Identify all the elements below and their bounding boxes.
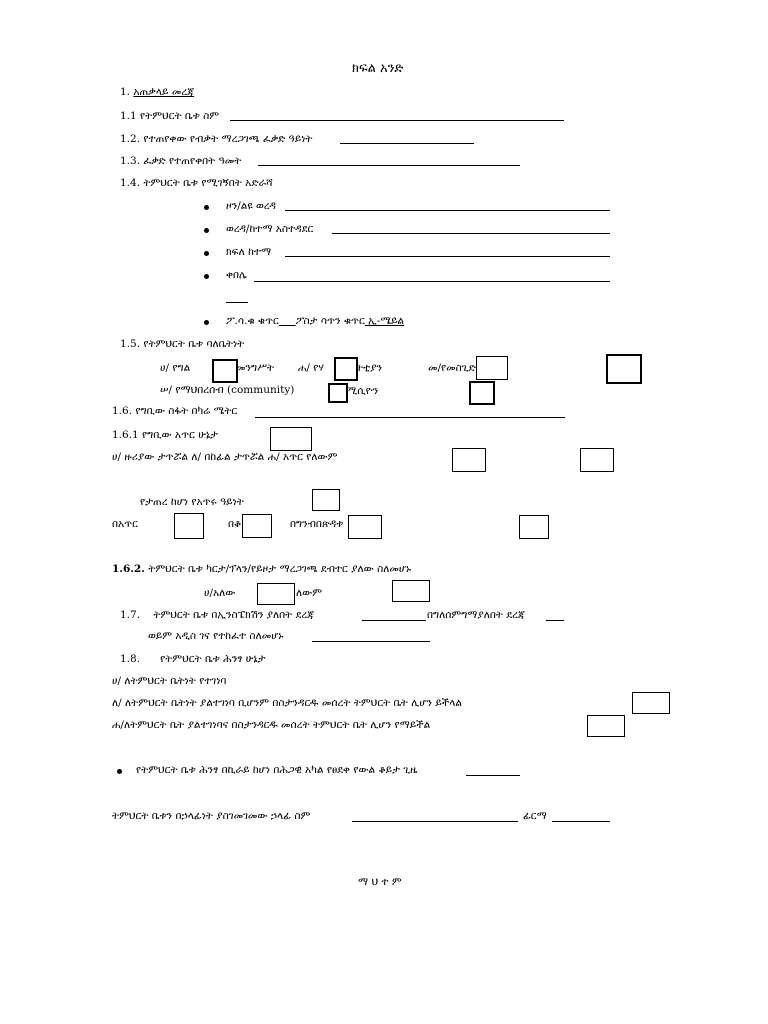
field-contact-line [226, 315, 404, 328]
bullet [117, 769, 122, 774]
field-map-label [112, 563, 411, 576]
field-ownership-label: 1.5. የትምህርት ቤቱ ባለቤትነት [120, 338, 245, 350]
field-inspection-text: ትምህርት ቤቱ በኢንስፔክሽን ያለበት ደረጃ [153, 609, 315, 621]
section-1-label: አጠቃላይ መረጃ [133, 86, 195, 98]
section-1-number: 1. [120, 86, 131, 98]
map-yes-label: ሀ/አለው [204, 587, 236, 599]
field-kebele-input-overflow[interactable] [226, 302, 248, 303]
fence-type-block-label: በግንብበጽዳቱ [290, 518, 344, 530]
map-yes-checkbox[interactable] [257, 583, 295, 605]
ownership-community-label: ሠ/ የማህበረሰብ (community) [160, 384, 295, 396]
ownership-community-checkbox[interactable] [328, 383, 348, 403]
field-new-school-label: ወይም አዲስ ገና የተከፈተ ስለመሆኑ [148, 630, 284, 642]
field-inspection-number: 1.7. [120, 609, 141, 621]
rental-duration-input[interactable] [466, 775, 520, 776]
fence-type-wood-label: በቆ [228, 518, 242, 530]
field-inspection-label [120, 609, 314, 622]
fence-none-checkbox[interactable] [580, 448, 614, 472]
field-area-label: 1.6. የግቢው ስፋት በካሬ ሜትር [112, 405, 238, 417]
field-inspection-tail: በግለሰምግማያለበት ደረጃ [427, 609, 525, 621]
ownership-religious-label: ትቲያን [356, 362, 383, 374]
field-school-name-input[interactable] [230, 120, 564, 121]
field-subcity-label: ክፍለ ከተማ [226, 246, 272, 258]
section-1-heading [120, 86, 194, 99]
building-option-a: ሀ/ ለትምህርት ቤትነት የተገነባ [112, 675, 227, 687]
field-fence-label: 1.6.1 የግቢው አጥር ሁኔታ [112, 429, 218, 441]
ownership-mosque-label: መ/የመስጊድ [428, 362, 476, 374]
field-pobox-label: ፖስታ ሳጥን ቁጥር [295, 315, 365, 327]
fence-type-box[interactable] [312, 489, 340, 511]
field-license-type-input[interactable] [340, 143, 474, 144]
field-address-label: 1.4. ትምህርት ቤቱ የሚገኝበት አድራሻ [120, 177, 273, 189]
ownership-private-checkbox[interactable] [212, 359, 238, 383]
ownership-mission-checkbox[interactable] [469, 381, 495, 405]
field-woreda-input[interactable] [332, 233, 610, 234]
field-inspection-input[interactable] [362, 620, 426, 621]
fence-options-label: ሀ/ ዙሪያው ታጥሯል ለ/ በከፊል ታጥሯል ሐ/ አጥር የለውም [112, 451, 338, 463]
fence-type-wood-checkbox[interactable] [242, 514, 272, 538]
ownership-government-label: መንግሥት [236, 362, 275, 374]
field-inspection-tail-input[interactable] [546, 620, 564, 621]
bullet [204, 274, 209, 279]
fence-type-block-checkbox[interactable] [348, 515, 382, 539]
ownership-other-checkbox[interactable] [606, 354, 642, 384]
field-phone-input[interactable] [279, 315, 296, 327]
seal-label: ማ ህ ተ ም [358, 876, 402, 888]
page-title: ክፍል አንድ [352, 61, 404, 76]
field-school-name-label: 1.1 የትምህርት ቤቱ ስም [120, 110, 220, 122]
ownership-church-label: ሐ/ የሃ [298, 362, 325, 374]
responsible-name-label: ትምህርት ቤቱን በኃላፊነት ያስገመገመው ኃላፊ ስም [112, 810, 311, 822]
responsible-name-input[interactable] [352, 821, 518, 822]
field-building-label [120, 653, 265, 666]
bullet [204, 251, 209, 256]
field-map-text: ትምህርት ቤቱ ካርታ/ፕላን/የይዞታ ማረጋገጫ ደብተር ያለው ስለመሆኑ [148, 563, 412, 575]
field-building-number: 1.8. [120, 653, 141, 665]
fence-type-stone-label: በአጥር [112, 518, 138, 530]
bullet [204, 228, 209, 233]
fence-partial-checkbox[interactable] [452, 448, 486, 472]
fence-type-other-checkbox[interactable] [519, 515, 549, 539]
field-kebele-input[interactable] [254, 281, 610, 282]
field-new-school-input[interactable] [312, 641, 430, 642]
field-license-type-label: 1.2. የተጠየቀው የብቃት ማረጋገጫ ፈቃድ ዓይነት [120, 133, 313, 145]
building-option-c-checkbox[interactable] [587, 715, 625, 737]
field-zone-label: ዞን/ልዩ ወረዳ [226, 200, 276, 212]
field-kebele-label: ቀበሌ [226, 269, 247, 281]
fence-type-stone-checkbox[interactable] [174, 513, 204, 539]
rental-duration-label: የትምህርት ቤቱ ሕንፃ በኪራይ ከሆነ በሕጋዊ አካል የፀደቀ የውል ቆይታ ጊዜ [136, 764, 418, 776]
bullet [204, 320, 209, 325]
bullet [204, 205, 209, 210]
ownership-church-checkbox[interactable] [334, 357, 358, 381]
field-email-label[interactable]: ኢ-ሜይል [368, 315, 405, 327]
map-no-checkbox[interactable] [392, 580, 430, 602]
building-option-c: ሐ/ለትምህርት ቤት ያልተገነባና በስታንዳርዱ መሰረት ትምህርት ቤት ሊሆን የማይችል [112, 719, 431, 731]
signature-label: ፊርማ [523, 810, 547, 822]
field-map-number: 1.6.2. [112, 563, 145, 575]
field-woreda-label: ወረዳ/ከተማ አስተዳደር [226, 223, 314, 235]
field-zone-input[interactable] [285, 210, 610, 211]
fence-status-box[interactable] [270, 427, 312, 451]
building-option-b: ለ/ ለትምህርት ቤትነት ያልተገነባ ቢሆንም በስታንዳርዱ መሰረት ትምህርት ቤት ሊሆን ይችላል [112, 697, 463, 709]
field-license-year-input[interactable] [258, 165, 520, 166]
ownership-private-label: ሀ/ የግል [160, 362, 191, 374]
map-no-label: ለውም [296, 587, 323, 599]
field-subcity-input[interactable] [285, 256, 610, 257]
field-area-input[interactable] [255, 417, 565, 418]
field-license-year-label: 1.3. ፈቃድ የተጠየቀበት ዓመት [120, 155, 242, 167]
signature-input[interactable] [552, 821, 610, 822]
field-phone-label: ፖ.ሳ.ቁ ቁጥር [226, 315, 279, 327]
building-option-b-checkbox[interactable] [632, 692, 670, 714]
fence-type-question: የታጠረ ከሆነ የአጥሩ ዓይነት [140, 496, 244, 508]
ownership-mission-label: ሚሲዮን [346, 385, 379, 397]
field-building-text: የትምህርት ቤቱ ሕንፃ ሁኔታ [160, 653, 266, 665]
ownership-mosque-checkbox[interactable] [476, 356, 508, 380]
